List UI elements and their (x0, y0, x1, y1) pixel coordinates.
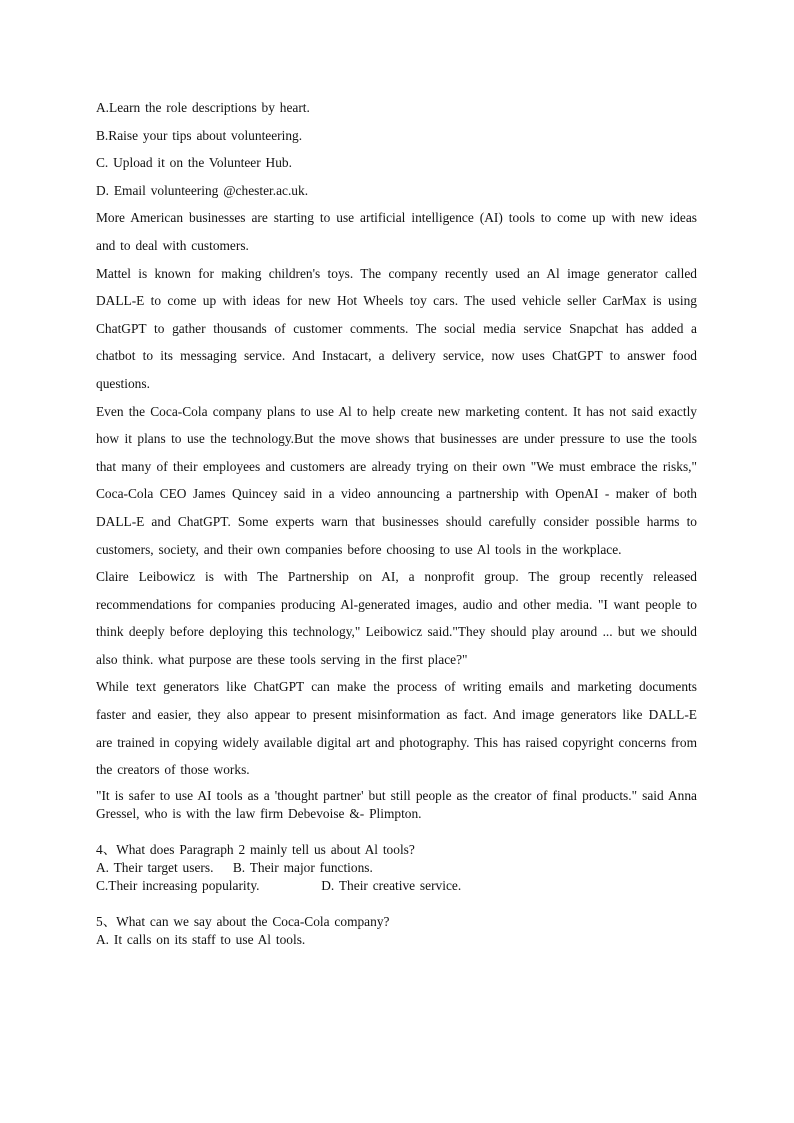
previous-option-a: A.Learn the role descriptions by heart. (96, 100, 310, 115)
passage-paragraph-1: More American businesses are starting to use artificial intelligence (AI) tools to come up with new ideas and to deal with customers. (96, 210, 697, 253)
question-4 (96, 841, 697, 895)
passage-paragraph-3: Even the Coca-Cola company plans to use Al to help create new marketing content. It has not said exactly how it plans to use the technology.But the move shows that businesses are under pressure to use the tools that many of their employees and customers are already trying on their own "We must embrace the risks," Coca-Cola CEO James Quincey said in a video announcing a partnership with OpenAI - maker of both DALL-E and ChatGPT. Some experts warn that businesses should carefully consider possible harms to customers, society, and their own companies before choosing to use Al tools in the workplace. (96, 403, 697, 557)
passage-paragraph-2: Mattel is known for making children's toys. The company recently used an Al image generator called DALL-E to come up with ideas for new Hot Wheels toy cars. The used vehicle seller CarMax is using ChatGPT to gather thousands of customer comments. The social media service Snapchat has added a chatbot to its messaging service. And Instacart, a delivery service, now uses ChatGPT to answer food questions. (96, 265, 697, 391)
question-4-options-row-1 (96, 859, 697, 877)
question-4-option-a: A. Their target users. (96, 859, 214, 875)
previous-option-d: D. Email volunteering @chester.ac.uk. (96, 182, 309, 198)
passage-paragraph-4: Claire Leibowicz is with The Partnership on AI, a nonprofit group. The group recently released recommendations for companies producing Al-generated images, audio and other media. "I want people to think deeply before deploying this technology," Leibowicz said."They should play around ... but we should also think. what purpose are these tools serving in the first place?" (96, 569, 697, 667)
question-4-stem: 4、What does Paragraph 2 mainly tell us about Al tools? (96, 841, 415, 857)
question-4-option-b: B. Their major functions. (232, 859, 373, 875)
document-page (96, 94, 697, 967)
question-5-stem: 5、What can we say about the Coca-Cola company? (96, 913, 390, 929)
question-5-option-a: A. It calls on its staff to use Al tools. (96, 931, 306, 947)
questions-section (96, 841, 697, 949)
question-4-option-d: D. Their creative service. (321, 877, 462, 893)
question-5 (96, 913, 697, 949)
question-4-options-row-2 (96, 877, 697, 895)
passage-paragraph-6: "It is safer to use AI tools as a 'thought partner' but still people as the creator of final products." said Anna Gressel, who is with the law firm Debevoise &- Plimpton. (96, 787, 697, 821)
previous-option-b: B.Raise your tips about volunteering. (96, 127, 303, 143)
previous-option-c: C. Upload it on the Volunteer Hub. (96, 155, 292, 171)
passage-paragraph-5: While text generators like ChatGPT can make the process of writing emails and marketing documents faster and easier, they also appear to present misinformation as fact. And image generators like DALL-E are trained in copying widely available digital art and photography. This has raised copyright concerns from the creators of those works. (96, 679, 697, 778)
question-4-option-c: C.Their increasing popularity. (96, 877, 260, 893)
